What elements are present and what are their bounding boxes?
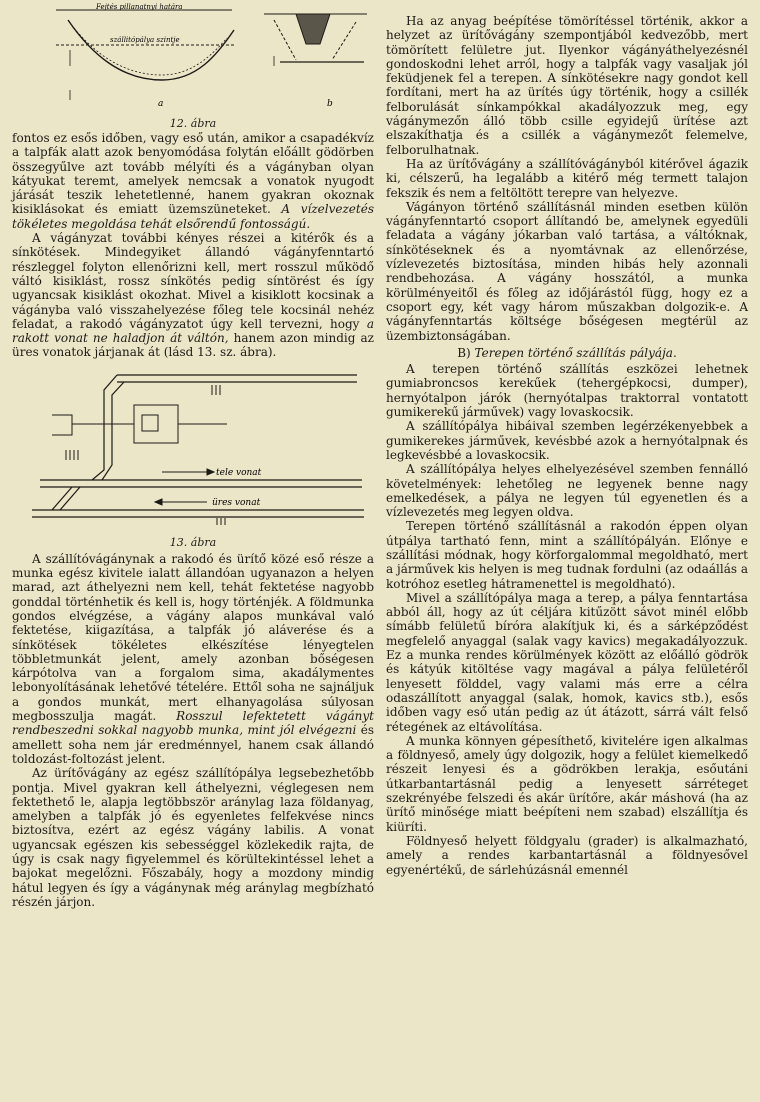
figure-13-caption: 13. ábra <box>169 535 217 549</box>
section-title: Terepen történő szállítás pályája. <box>474 345 677 360</box>
emphasis: Rosszul lefektetett vágányt rendbeszedni sokkal nagyobb munka, mint jól elvégezni <box>12 709 374 738</box>
left-paragraph-2: A vágányzat további kényes részei a kitérők és a sínkötések. Mindegyiket állandó vágányfenntartó részleggel folyton ellenőrizni kell, mert rosszul működő váltó kisiklást, rossz sínkötés pedig síntörést és így ugyancsak kisiklást okozhat. Mivel a kisiklott kocsinak a vágányba való visszahelyezése főleg tele kocsinál nehéz feladat, a rakodó vágányzatot úgy kell tervezni, hogy a rakott vonat ne haladjon át váltón, hanem azon mindig az üres vonatok járjanak át (lásd 13. sz. ábra). <box>12 231 374 360</box>
emphasis: A vízelvezetés tökéletes megoldása tehát elsőrendű fontosságú. <box>12 202 374 231</box>
figure-13-label-full: tele vonat <box>216 467 262 478</box>
left-paragraph-1: fontos ez esős időben, vagy eső után, amikor a csapadékvíz a talpfák alatt azok benyomódása folytán előállt gödörben összegyűlve azt tovább mélyíti és a vágányban olyan kátyukat teremt, amelyek nemcsak a vonatok nyugodt járását teszik lehetetlenné, hanem gyakran okoznak kisiklásokat és emiatt üzemszüneteket. A vízelvezetés tökéletes megoldása tehát elsőrendű fontosságú. <box>12 131 374 231</box>
left-paragraph-3: A szállítóvágánynak a rakodó és ürítő közé eső része a munka egész kivitele ialatt állandóan ugyanazon a helyen marad, azt áthelyezni nem kell, tehát fektetése nagyobb gonddal történhetik és kell is, hogy történjék. A földmunka gondos elvégzése, a vágány alapos munkával való fektetése, kiigazítása, a talpfák jó aláverése és a sínkötések tökéletes elkészítése lényegtelen többletmunkát jelent, amely azonban bőségesen kárpótolva van a forgalom sima, akadálymentes lebonyolításának lehetővé tételére. Ettől soha ne sajnáljuk a gondos munkát, mert elhanyagolása súlyosan megbosszulja magát. Rosszul lefektetett vágányt rendbeszedni sokkal nagyobb munka, mint jól elvégezni és amellett soha nem jár eredménnyel, hanem csak állandó toldozást-foltozást jelent. <box>12 551 374 766</box>
right-paragraph-9: A munka könnyen gépesíthető, kivitelére igen alkalmas a földnyeső, amely úgy dolgozik, hogy a felület kiemelkedő részeit lenyesi és a gödrökben lerakja, esőutáni útkarbantartásnál pedig a lenyesett sárréteget szekrényébe felszedi és akár ürítőre, akár máshová (ha az ürítő minősége miatt beépíteni nem szabad) elszállítja és kiüríti. <box>386 733 748 834</box>
figure-12 <box>12 0 374 131</box>
right-paragraph-8: Mivel a szállítópálya maga a terep, a pálya fenntartása abból áll, hogy az út céljára kitűzött sávot minél előbb símább felületű bíróra alakítjuk ki, és a sárképződést megfelelő anyaggal (salak vagy kavics) megakadályozzuk. Ez a munka rendes körülmények között az előálló gödrök és kátyúk kitöltése vagy magával a pálya felületéről lenyesett földdel, vagy valami más erre a célra odaszállított anyaggal (salak, homok, kavics stb.), esős időben vagy eső után pedig az út átázott, sárrá vált felső rétegének az eltávolítása. <box>386 590 748 734</box>
figure-12b-section <box>264 14 367 66</box>
right-column <box>386 0 748 877</box>
figure-12-label-a: a <box>158 99 164 109</box>
right-paragraph-5: A szállítópálya hibáival szemben legérzékenyebbek a gumikerekes járművek, kevésbbé azok a hernyótalpnak és legkevésbbé a lovaskocsik. <box>386 419 748 462</box>
figure-12a-section <box>56 10 234 100</box>
figure-13-drawing <box>12 360 374 535</box>
figure-12-label-b: b <box>327 99 333 109</box>
figure-12-label-top: Fejtés pillanatnyi határa <box>96 3 183 11</box>
figure-13-excavator <box>52 385 227 525</box>
section-heading <box>386 346 748 360</box>
right-paragraph-3: Vágányon történő szállításnál minden esetben külön vágányfenntartó csoport állítandó be, amelynek egyedüli feladata a vágány jókarban való tartása, a váltóknak, sínkötéseknek és a nyomtávnak az ellenőrzése, vízlevezetés biztosítása, minden hibás hely azonnali rendbehozása. A vágány hosszától, a munka körülményeitől és főleg az időjárástól függ, hogy ez a csoport egy, két vagy három műszakban dolgozik-e. A vágányfenntartás költsége bőségesen megtérül az üzembiztonságában. <box>386 199 748 343</box>
figure-12-caption: 12. ábra <box>169 117 217 130</box>
figure-12-label-mid: szállitópálya szintje <box>110 36 180 44</box>
right-paragraph-2: Ha az ürítővágány a szállítóvágányból kitérővel ágazik ki, célszerű, ha legalább a kitérő még termett talajon fekszik és nem a feltöltött terepre van helyezve. <box>386 156 748 200</box>
right-paragraph-1: Ha az anyag beépítése tömörítéssel történik, akkor a helyzet az ürítővágány szempontjából kedvezőbb, mert tömörített felületre jut. Ilyenkor vágányáthelyezésnél gondoskodni lehet arról, hogy a talpfák vagy vasaljak jól feküdjenek fel a terepen. A sínkötésekre nagy gondot kell fordítani, mert ha az ürítés úgy történik, hogy a csillék felborulását sínkampókkal akadályozzuk meg, egy vágánymezőn álló több csille egyidejű ürítése azt elszakíthatja és a csillék a vágánymezőt felemelve, felborulhatnak. <box>386 14 748 157</box>
emphasis: a rakott vonat ne haladjon át váltón, <box>12 316 374 346</box>
right-paragraph-4: A terepen történő szállítás eszközei lehetnek gumiabroncsos kerekűek (tehergépkocsi, dumper), hernyótalpon járók (hernyótalpas traktorral vontatott gumikerekű járművek) vagy lovaskocsik. <box>386 362 748 420</box>
right-paragraph-10: Földnyeső helyett földgyalu (grader) is alkalmazható, amely a rendes karbantartásnál a földnyesővel egyenértékű, de sárlehúzásnál emennél <box>386 833 748 877</box>
figure-13 <box>12 360 374 552</box>
figure-12-drawing <box>12 0 374 112</box>
section-number: B) <box>457 345 471 360</box>
right-paragraph-6: A szállítópálya helyes elhelyezésével szemben fennálló követelmények: lehetőleg ne legyenek benne nagy emelkedések, a pálya ne legyen túl egyenetlen és a vízlevezetés meg legyen oldva. <box>386 462 748 520</box>
left-column <box>12 0 374 909</box>
figure-13-tracks <box>32 375 364 517</box>
left-paragraph-4: Az ürítővágány az egész szállítópálya legsebezhetőbb pontja. Mivel gyakran kell áthelyezni, véglegesen nem fektethető le, alapja legtöbbször aránylag laza földanyag, amelyben a talpfák jó és egyenletes felfekvése nincs biztosítva, ezért az egész vágány labilis. A vonat ugyancsak egészen kis sebességgel közlekedik rajta, de úgy is csak nagy figyelemmel és körültekintéssel lehet a bajokat megelőzni. Főszabály, hogy a mozdony mindig hátul legyen és így a vágánynak még aránylag megbízható részén járjon. <box>12 766 374 909</box>
figure-13-label-empty: üres vonat <box>212 497 261 508</box>
right-paragraph-7: Terepen történő szállításnál a rakodón éppen olyan útpálya tartható fenn, mint a szállítópályán. Előnye e szállítási módnak, hogy körforgalommal megoldható, mert a járművek kis helyen is meg tudnak fordulni (az odaállás a kotróhoz esetleg hátramenettel is megoldható). <box>386 519 748 591</box>
